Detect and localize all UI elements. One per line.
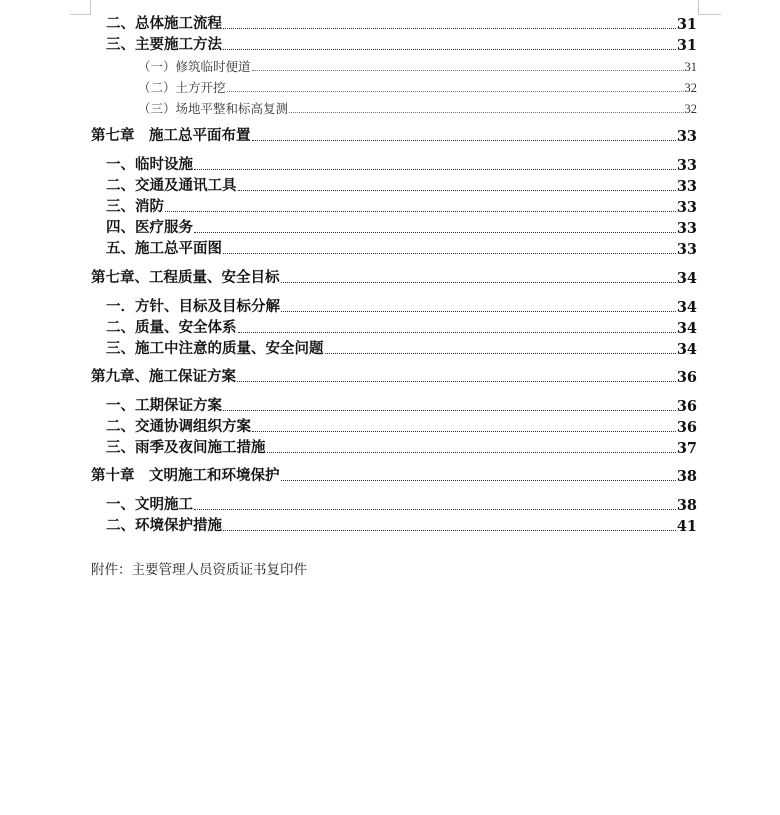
crop-mark-top-left	[70, 0, 91, 15]
dot-leader	[252, 70, 684, 71]
toc-entry-label: 第七章 施工总平面布置	[91, 127, 251, 144]
dot-leader	[165, 211, 676, 212]
toc-entry-page: 32	[684, 102, 697, 116]
toc-entry-label: 一、工期保证方案	[106, 397, 222, 414]
dot-leader	[289, 112, 683, 113]
toc-entry[interactable]	[106, 515, 697, 535]
appendix-note: 附件：主要管理人员资质证书复印件	[91, 562, 307, 578]
dot-leader	[325, 353, 676, 354]
toc-entry[interactable]	[138, 78, 697, 96]
toc-entry-page: 31	[676, 16, 697, 33]
toc-entry-label: 一．方针、目标及目标分解	[106, 298, 280, 315]
dot-leader	[194, 232, 676, 233]
toc-entry-page: 33	[676, 157, 697, 174]
toc-entry[interactable]	[106, 34, 697, 54]
toc-entry-page: 33	[676, 178, 697, 195]
toc-entry[interactable]	[106, 196, 697, 216]
dot-leader	[227, 91, 684, 92]
toc-entry-page: 31	[676, 37, 697, 54]
dot-leader	[252, 140, 676, 141]
toc-entry-label: 一、临时设施	[106, 156, 193, 173]
toc-entry-label: （二）土方开挖	[138, 80, 226, 95]
toc-entry[interactable]	[106, 13, 697, 33]
toc-entry-page: 41	[676, 518, 697, 535]
toc-entry-page: 32	[684, 81, 697, 95]
toc-entry-label: 三、施工中注意的质量、安全问题	[106, 340, 324, 357]
toc-entry-label: 二、总体施工流程	[106, 15, 222, 32]
dot-leader	[223, 253, 676, 254]
toc-chapter-entry[interactable]	[91, 465, 697, 485]
dot-leader	[238, 190, 676, 191]
toc-entry-page: 34	[676, 341, 697, 358]
dot-leader	[223, 530, 676, 531]
toc-entry-page: 34	[676, 299, 697, 316]
toc-entry-page: 36	[676, 398, 697, 415]
dot-leader	[194, 169, 676, 170]
toc-entry-label: 一、文明施工	[106, 496, 193, 513]
dot-leader	[223, 28, 676, 29]
toc-entry-page: 33	[676, 128, 697, 145]
toc-entry[interactable]	[106, 338, 697, 358]
toc-entry-page: 33	[676, 241, 697, 258]
toc-entry-page: 33	[676, 220, 697, 237]
toc-entry-label: 第十章 文明施工和环境保护	[91, 467, 280, 484]
toc-entry-page: 36	[676, 369, 697, 386]
toc-entry-label: 二、环境保护措施	[106, 517, 222, 534]
toc-chapter-entry[interactable]	[91, 366, 697, 386]
toc-entry-label: 三、雨季及夜间施工措施	[106, 439, 266, 456]
toc-entry[interactable]	[106, 296, 697, 316]
toc-entry[interactable]	[138, 99, 697, 117]
toc-entry-page: 37	[676, 440, 697, 457]
dot-leader	[281, 311, 676, 312]
toc-entry[interactable]	[138, 57, 697, 75]
toc-entry[interactable]	[106, 494, 697, 514]
dot-leader	[252, 431, 676, 432]
dot-leader	[238, 332, 676, 333]
toc-entry-label: 五、施工总平面图	[106, 240, 222, 257]
toc-entry[interactable]	[106, 395, 697, 415]
toc-entry[interactable]	[106, 317, 697, 337]
toc-entry-page: 31	[684, 60, 697, 74]
toc-entry-label: 二、交通协调组织方案	[106, 418, 251, 435]
dot-leader	[281, 480, 676, 481]
toc-entry-label: （一）修筑临时便道	[138, 59, 251, 74]
toc-entry-label: 三、主要施工方法	[106, 36, 222, 53]
toc-entry-page: 34	[676, 270, 697, 287]
dot-leader	[223, 49, 676, 50]
dot-leader	[237, 381, 676, 382]
toc-entry[interactable]	[106, 175, 697, 195]
dot-leader	[194, 509, 676, 510]
toc-entry-label: 三、消防	[106, 198, 164, 215]
toc-entry[interactable]	[106, 416, 697, 436]
crop-mark-top-right	[698, 0, 721, 15]
toc-chapter-entry[interactable]	[91, 267, 697, 287]
toc-entry-label: 四、医疗服务	[106, 219, 193, 236]
toc-entry-label: （三）场地平整和标高复测	[138, 101, 289, 116]
toc-entry-page: 34	[676, 320, 697, 337]
toc-entry-label: 二、质量、安全体系	[106, 319, 237, 336]
toc-entry[interactable]	[106, 217, 697, 237]
dot-leader	[223, 410, 676, 411]
dot-leader	[267, 452, 676, 453]
toc-entry-page: 33	[676, 199, 697, 216]
toc-entry[interactable]	[106, 238, 697, 258]
toc-entry[interactable]	[106, 437, 697, 457]
toc-entry-label: 第七章、工程质量、安全目标	[91, 269, 280, 286]
toc-entry-label: 二、交通及通讯工具	[106, 177, 237, 194]
toc-entry-page: 38	[676, 497, 697, 514]
dot-leader	[281, 282, 676, 283]
toc-entry-page: 36	[676, 419, 697, 436]
toc-entry[interactable]	[106, 154, 697, 174]
toc-chapter-entry[interactable]	[91, 125, 697, 145]
toc-entry-label: 第九章、施工保证方案	[91, 368, 236, 385]
toc-entry-page: 38	[676, 468, 697, 485]
